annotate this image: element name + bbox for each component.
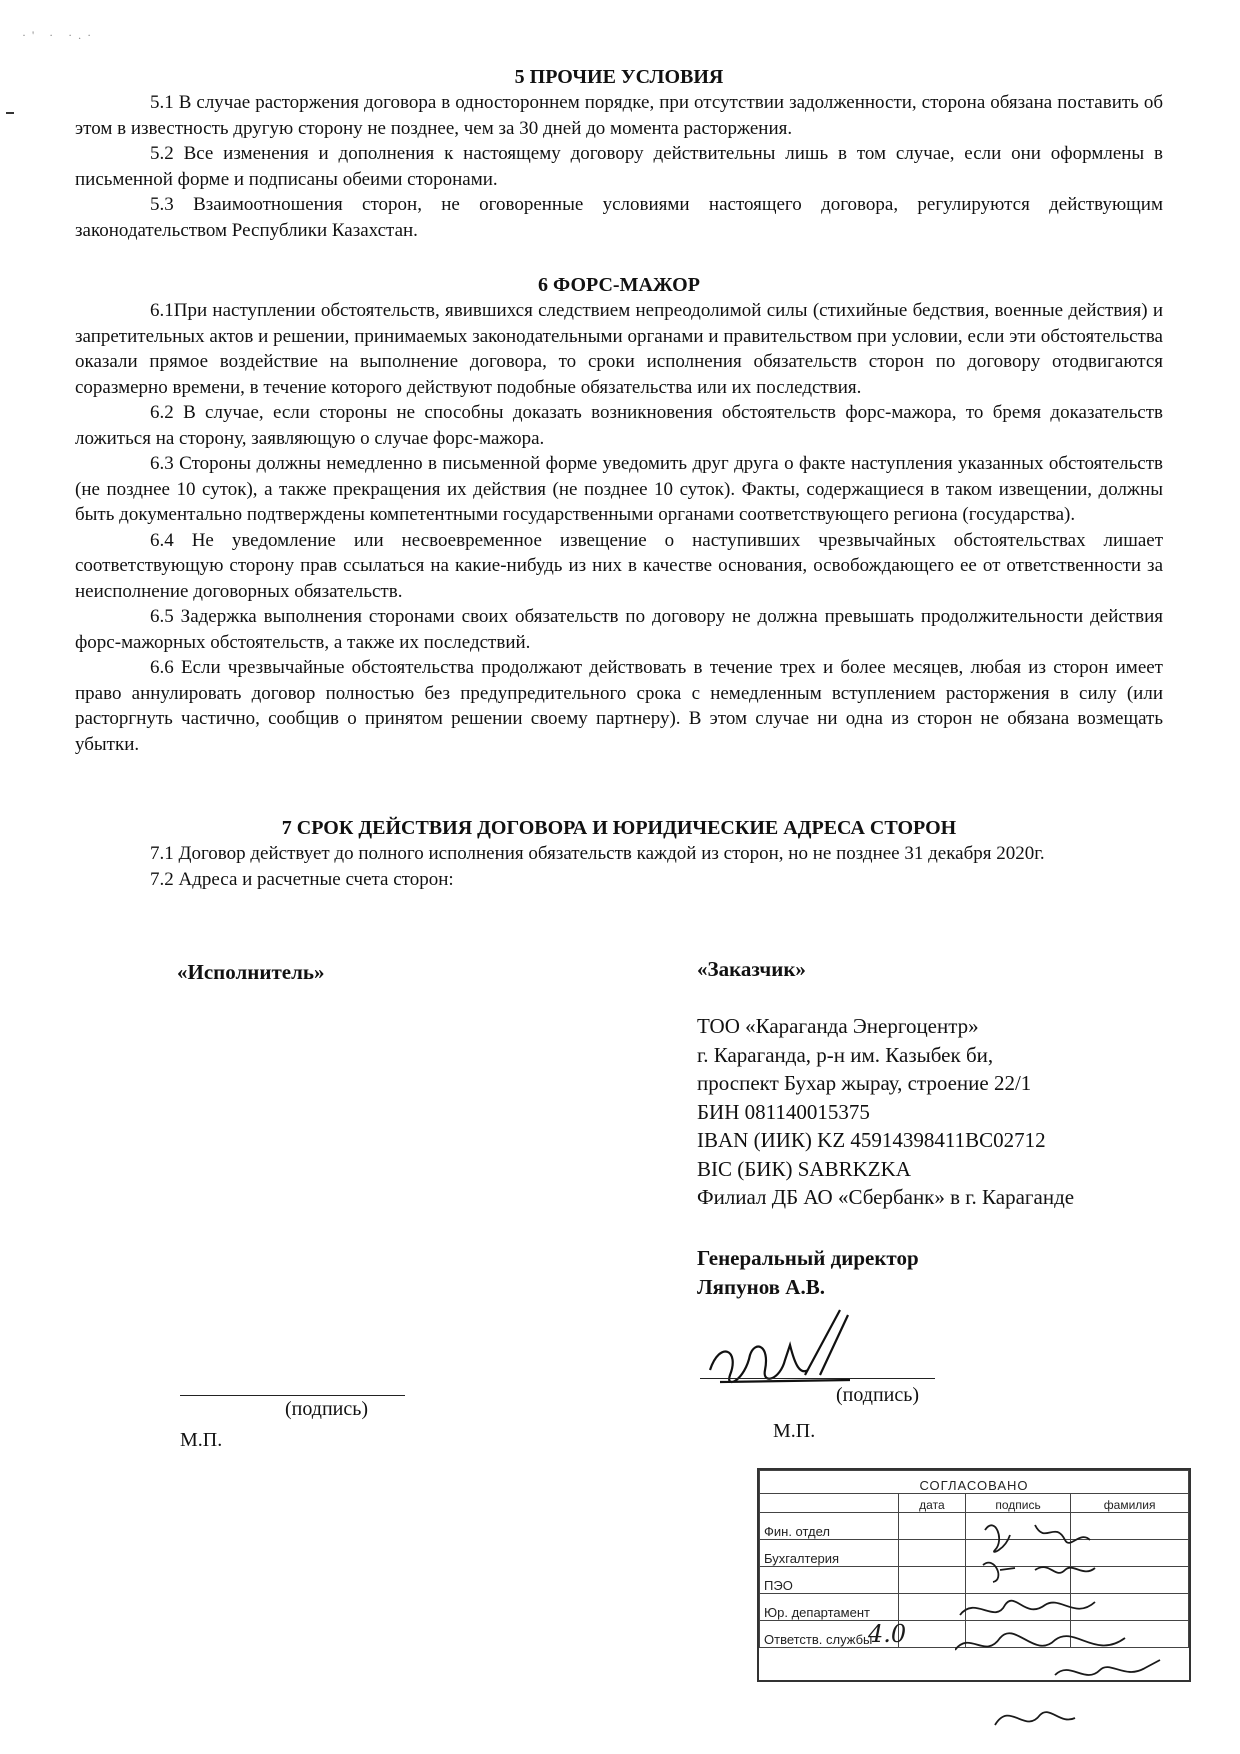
executor-signature-line: [180, 1395, 405, 1396]
customer-signature-caption: (подпись): [836, 1384, 920, 1406]
customer-iban: IBAN (ИИК) KZ 45914398411BC02712: [697, 1128, 1046, 1152]
paragraph-5-3: 5.3 Взаимоотношения сторон, не оговоренные условиями настоящего договора, регулируются действующим законодательством Республики Казахстан.: [75, 194, 1163, 241]
customer-street: проспект Бухар жырау, строение 22/1: [697, 1071, 1032, 1095]
approval-title: СОГЛАСОВАНО: [760, 1471, 1189, 1494]
approval-dept: Фин. отдел: [760, 1513, 899, 1540]
paragraph-6-2: 6.2 В случае, если стороны не способны доказать возникновения обстоятельств форс-мажора, то бремя доказательств ложиться на сторону, заявляющую о случае форс-мажора.: [75, 402, 1163, 449]
section-6: [75, 272, 1163, 757]
customer-details: [697, 1012, 1074, 1212]
executor-heading: «Исполнитель»: [177, 960, 325, 984]
customer-bic: BIC (БИК) SABRKZKA: [697, 1156, 911, 1181]
customer-signer: [697, 1244, 919, 1302]
customer-bin: БИН 081140015375: [697, 1099, 870, 1124]
customer-city: г. Караганда, р-н им. Казыбек би,: [697, 1042, 994, 1067]
section-7-title: 7 СРОК ДЕЙСТВИЯ ДОГОВОРА И ЮРИДИЧЕСКИЕ АДРЕСА СТОРОН: [281, 817, 957, 839]
paragraph-7-1: 7.1 Договор действует до полного исполнения обязательств каждой из сторон, но не позднее 31 декабря 2020г.: [150, 843, 1045, 864]
customer-stamp-place: М.П.: [773, 1420, 816, 1442]
approval-handwriting: [955, 1510, 1185, 1740]
approval-header-date: дата: [899, 1494, 966, 1513]
approval-date-scribble: 4.0: [868, 1620, 907, 1648]
section-5-title: 5 ПРОЧИЕ УСЛОВИЯ: [514, 66, 724, 88]
customer-bank: Филиал ДБ АО «Сбербанк» в г. Караганде: [697, 1185, 1075, 1209]
approval-dept: Ответств. службы: [760, 1621, 899, 1648]
paragraph-6-1: 6.1При наступлении обстоятельств, явившихся следствием непреодолимой силы (стихийные бедствия, военные действия) и запретительных актов и решении, принимаемых законодательными органами и правительством при условии, если эти обстоятельства оказали прямое воздействие на выполнение договора, то сроки исполнения обязательств сторон по договору отодвигаются соразмерно времени, в течение которого действуют подобные обязательства или их последствия.: [75, 300, 1163, 398]
approval-header-sign: подпись: [965, 1494, 1070, 1513]
approval-dept: Бухгалтерия: [760, 1540, 899, 1567]
customer-heading: «Заказчик»: [697, 957, 806, 981]
signer-name: Ляпунов А.В.: [697, 1275, 825, 1299]
paragraph-6-4: 6.4 Не уведомление или несвоевременное извещение о наступивших чрезвычайных обстоятельствах лишает соответствующую сторону прав ссылаться на какие-нибудь из них в качестве основания, освобождающего ее от ответственности за неисполнение договорных обязательств.: [75, 529, 1163, 602]
paragraph-5-1: 5.1 В случае расторжения договора в одностороннем порядке, при отсутствии задолженности, сторона обязана поставить об этом в известность другую сторону не позднее, чем за 30 дней до момента расторжения.: [75, 92, 1163, 139]
paragraph-6-3: 6.3 Стороны должны немедленно в письменной форме уведомить друг друга о факте наступления указанных обстоятельств (не позднее 10 суток), а также прекращения их действия (не позднее 10 суток). Факты, содержащиеся в таком извещении, должны быть документально подтверждены компетентными государственными органами соответствующего региона (государства).: [75, 453, 1163, 525]
paragraph-6-5: 6.5 Задержка выполнения сторонами своих обязательств по договору не должна превышать продолжительности действия форс-мажорных обстоятельств, а также их последствий.: [75, 606, 1163, 653]
approval-header-name: фамилия: [1071, 1494, 1189, 1513]
signer-position: Генеральный директор: [697, 1246, 919, 1270]
paragraph-5-2: 5.2 Все изменения и дополнения к настоящему договору действительны лишь в том случае, если они оформлены в письменной форме и подписаны обеими сторонами.: [75, 143, 1163, 190]
section-5: [75, 64, 1163, 243]
customer-signature-line: [700, 1378, 935, 1379]
paragraph-7-2: 7.2 Адреса и расчетные счета сторон:: [150, 868, 454, 890]
executor-signature-caption: (подпись): [285, 1398, 369, 1420]
customer-company: ТОО «Караганда Энергоцентр»: [697, 1014, 979, 1038]
paragraph-6-6: 6.6 Если чрезвычайные обстоятельства продолжают действовать в течение трех и более месяцев, любая из сторон имеет право аннулировать договор полностью без предупредительного срока с немедленным вступлением расторжения в силу (или расторгнуть частично, сообщив о принятом решении своему партнеру). В этом случае ни одна из сторон не обязана возмещать убытки.: [75, 657, 1163, 755]
section-7: [75, 815, 1163, 892]
section-6-title: 6 ФОРС-МАЖОР: [538, 274, 700, 296]
approval-dept: ПЭО: [760, 1567, 899, 1594]
executor-stamp-place: М.П.: [180, 1429, 223, 1451]
margin-mark: [6, 112, 14, 114]
scan-noise: ·' · ·.·: [22, 28, 98, 42]
approval-dept: Юр. департамент: [760, 1594, 899, 1621]
approval-header-dept: [760, 1494, 899, 1513]
